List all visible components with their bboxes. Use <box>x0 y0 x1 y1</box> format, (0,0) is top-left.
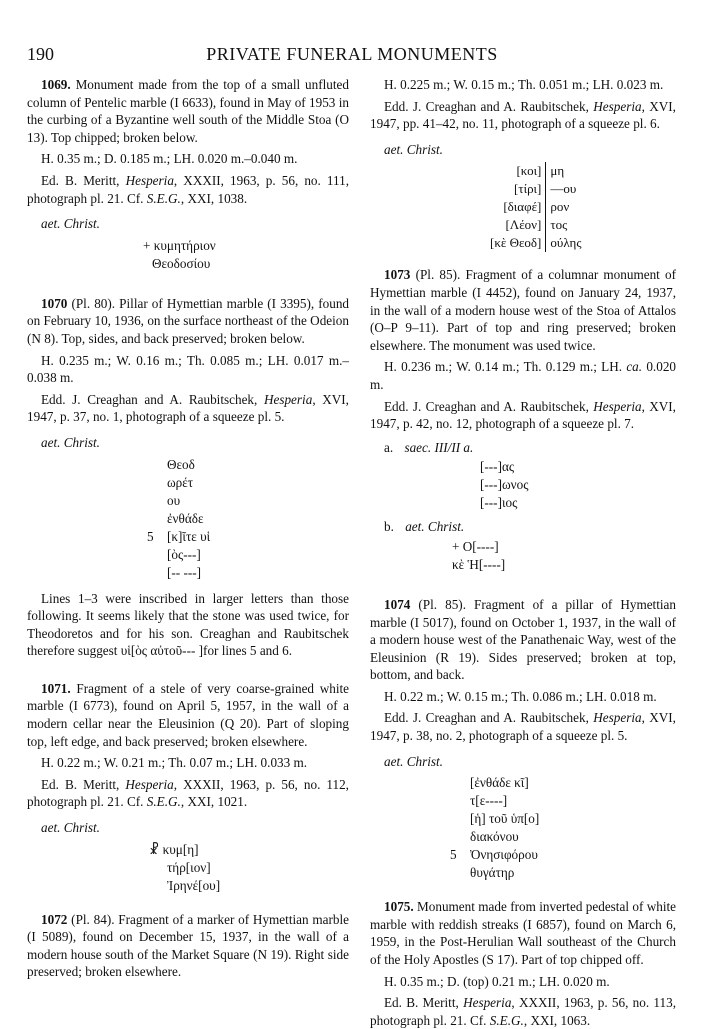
entry-description: (Pl. 84). Fragment of a marker of Hymettian marble (I 5089), found on December 15, 1937, in the wall of a modern house south of the Market Square (N 19). Right side preserved; broken elsewhere. <box>27 911 349 980</box>
inscription-line: + κυμητήριον <box>143 237 216 253</box>
inscription <box>450 774 676 882</box>
fragment-b <box>384 518 676 536</box>
entry-description: (Pl. 85). Fragment of a columnar monument of Hymettian marble (I 4452), found on January 24, 1937, in the wall of a modern house west of the Stoa of Attalos (O–P 9–11). Part of top and ring preserved; broken elsewhere. The monument was used twice. <box>370 267 676 353</box>
measurements: H. 0.236 m.; W. 0.14 m.; Th. 0.129 m.; LH. ca. 0.020 m. <box>370 359 677 392</box>
measurements: H. 0.22 m.; W. 0.21 m.; Th. 0.07 m.; LH. 0.033 m. <box>41 755 308 771</box>
entry-number: 1070 <box>41 295 68 311</box>
entry-number: 1072 <box>41 911 68 927</box>
page-number: 190 <box>27 44 54 64</box>
inscription-line: [ἐνθάδε κῖ] <box>470 775 529 791</box>
date-label: aet. Christ. <box>384 141 443 157</box>
entry-1074 <box>370 596 676 882</box>
fragment-label: b. <box>384 519 394 535</box>
edition-reference: Edd. J. Creaghan and A. Raubitschek, Hesperia, XVI, 1947, p. 37, no. 1, photograph of a squeeze pl. 5. <box>27 391 349 425</box>
inscription-line: 5 [κ]ῖτε υἱ <box>147 528 211 544</box>
inscription-row: [Λέον] τος <box>486 216 585 234</box>
inscription-line: τήρ[ιον] <box>167 859 211 875</box>
inscription-line: Θεοδ <box>167 456 195 472</box>
inscription-line: ☧ κυμ[η] <box>149 841 199 857</box>
date-label: aet. Christ. <box>41 216 100 232</box>
inscription-line: 5 Ὀνησιφόρου <box>450 847 538 863</box>
measurements: H. 0.225 m.; W. 0.15 m.; Th. 0.051 m.; LH. 0.023 m. <box>384 77 664 92</box>
inscription-line: ἐνθάδε <box>167 510 204 526</box>
fragment-a <box>384 439 676 457</box>
measurements: H. 0.35 m.; D. 0.185 m.; LH. 0.020 m.–0.040 m. <box>41 151 298 167</box>
inscription-line: [---]ιος <box>480 495 518 511</box>
running-title: PRIVATE FUNERAL MONUMENTS <box>206 44 498 64</box>
inscription-line: [---]ας <box>480 459 515 475</box>
entry-1069 <box>27 76 349 273</box>
inscription-line: τ[ε----] <box>470 793 508 809</box>
entry-description: (Pl. 85). Fragment of a pillar of Hymettian marble (I 5017), found on October 1, 1937, in the wall of a modern house west of the Panathenaic Way, west of the Eleusinion (R 19). Sides preserved; broken at top, bottom, and back. <box>370 596 676 683</box>
entry-number: 1074 <box>384 596 411 612</box>
entry-number: 1075. <box>384 899 414 915</box>
line-number: 5 <box>450 847 457 863</box>
measurements: H. 0.22 m.; W. 0.15 m.; Th. 0.086 m.; LH. 0.018 m. <box>384 688 657 704</box>
measurements: H. 0.35 m.; D. (top) 0.21 m.; LH. 0.020 m. <box>384 973 610 989</box>
entry-number: 1073 <box>384 267 411 283</box>
measurements: H. 0.235 m.; W. 0.16 m.; Th. 0.085 m.; LH. 0.017 m.–0.038 m. <box>27 352 349 386</box>
inscription-row: [κὲ Θεοδ] ούλης <box>486 234 585 252</box>
entry-description: (Pl. 80). Pillar of Hymettian marble (I 3395), found on February 10, 1936, on the surface northeast of the Odeion (N 8). Top, sides, and back preserved; broken below. <box>27 295 350 346</box>
inscription <box>452 538 676 574</box>
inscription-line: θυγάτηρ <box>470 865 515 881</box>
edition-reference: Ed. B. Meritt, Hesperia, XXXII, 1963, p. 56, no. 113, photograph pl. 21. Cf. S.E.G., XXI, 1063. <box>370 995 676 1028</box>
left-column <box>27 76 349 981</box>
entry-1072 <box>27 911 349 981</box>
inscription <box>480 458 676 512</box>
inscription-line: [ἡ] τοῦ ὑπ[ο] <box>470 811 540 827</box>
inscription-line: ωρέτ <box>167 474 194 490</box>
entry-1073 <box>370 266 676 574</box>
entry-1072-continued <box>370 76 676 252</box>
inscription-line: ου <box>167 492 181 508</box>
inscription-table <box>486 162 585 252</box>
inscription-row: [διαφέ] ρον <box>486 198 585 216</box>
date-label: saec. III/II a. <box>404 439 474 455</box>
fragment-label: a. <box>384 439 394 455</box>
date-label: aet. Christ. <box>41 434 100 450</box>
entry-number: 1071. <box>41 680 71 696</box>
line-number: 5 <box>147 528 154 544</box>
inscription <box>149 841 349 895</box>
inscription-line: + Ο[----] <box>452 538 499 554</box>
entry-1070 <box>27 295 349 660</box>
inscription-row: [τίρι] —ου <box>486 180 585 198</box>
inscription-row: [κοι] μη <box>486 162 585 180</box>
inscription-line: κὲ Ἡ[----] <box>452 556 506 572</box>
edition-reference: Ed. B. Meritt, Hesperia, XXXII, 1963, p. 56, no. 111, photograph pl. 21. Cf. S.E.G., XXI, 1038. <box>27 172 349 206</box>
inscription-line: Ἰρηνέ[ου] <box>167 877 221 893</box>
entry-number: 1069. <box>41 77 71 92</box>
edition-reference: Edd. J. Creaghan and A. Raubitschek, Hesperia, XVI, 1947, p. 42, no. 12, photograph of a squeeze pl. 7. <box>370 398 676 432</box>
entry-description: Monument made from the top of a small unfluted column of Pentelic marble (I 6633), found in May of 1953 in the curbing of a Byzantine well south of the Middle Stoa (O 13). Top chipped; broken below. <box>27 77 350 145</box>
date-label: aet. Christ. <box>384 753 443 769</box>
entry-description: Fragment of a stele of very coarse-grained white marble (I 6773), found on April 5, 1957, in the wall of a modern cellar near the Eleusinion (Q 20). Part of sloping top, left edge, and back preserved; broken elsewhere. <box>27 680 350 749</box>
inscription-line: [ὸς---] <box>167 546 201 562</box>
inscription-line: [---]ωνος <box>480 477 529 493</box>
entry-description: Monument made from inverted pedestal of white marble with reddish streaks (I 6857), found on March 6, 1959, in the Post-Herulian Wall southeast of the Church of the Holy Apostles (S 17). Part of top chipped off. <box>370 899 676 968</box>
date-label: aet. Christ. <box>405 519 465 535</box>
inscription-line: Θεοδοσίου <box>152 255 211 271</box>
inscription-line: [-- ---] <box>167 564 202 580</box>
date-label: aet. Christ. <box>41 820 100 836</box>
edition-reference: Edd. J. Creaghan and A. Raubitschek, Hesperia, XVI, 1947, p. 38, no. 2, photograph of a squeeze pl. 5. <box>370 710 676 744</box>
entry-1071 <box>27 680 349 895</box>
right-column <box>370 76 676 1029</box>
edition-reference: Edd. J. Creaghan and A. Raubitschek, Hesperia, XVI, 1947, pp. 41–42, no. 11, photograph of a squeeze pl. 6. <box>370 98 676 132</box>
commentary: Lines 1–3 were inscribed in larger letters than those following. It seems likely that the stone was used twice, for Theodoretos and for his son. Creaghan and Raubitschek therefore suggest υἱ[ὸς αὐτοῦ--- ]for lines 5 and 6. <box>27 590 349 659</box>
edition-reference: Ed. B. Meritt, Hesperia, XXXII, 1963, p. 56, no. 112, photograph pl. 21. Cf. S.E.G., XXI, 1021. <box>27 776 349 810</box>
entry-1075 <box>370 898 676 1029</box>
inscription-line: διακόνου <box>470 829 519 845</box>
inscription <box>147 456 349 582</box>
page-header <box>27 44 677 70</box>
inscription <box>143 237 349 273</box>
